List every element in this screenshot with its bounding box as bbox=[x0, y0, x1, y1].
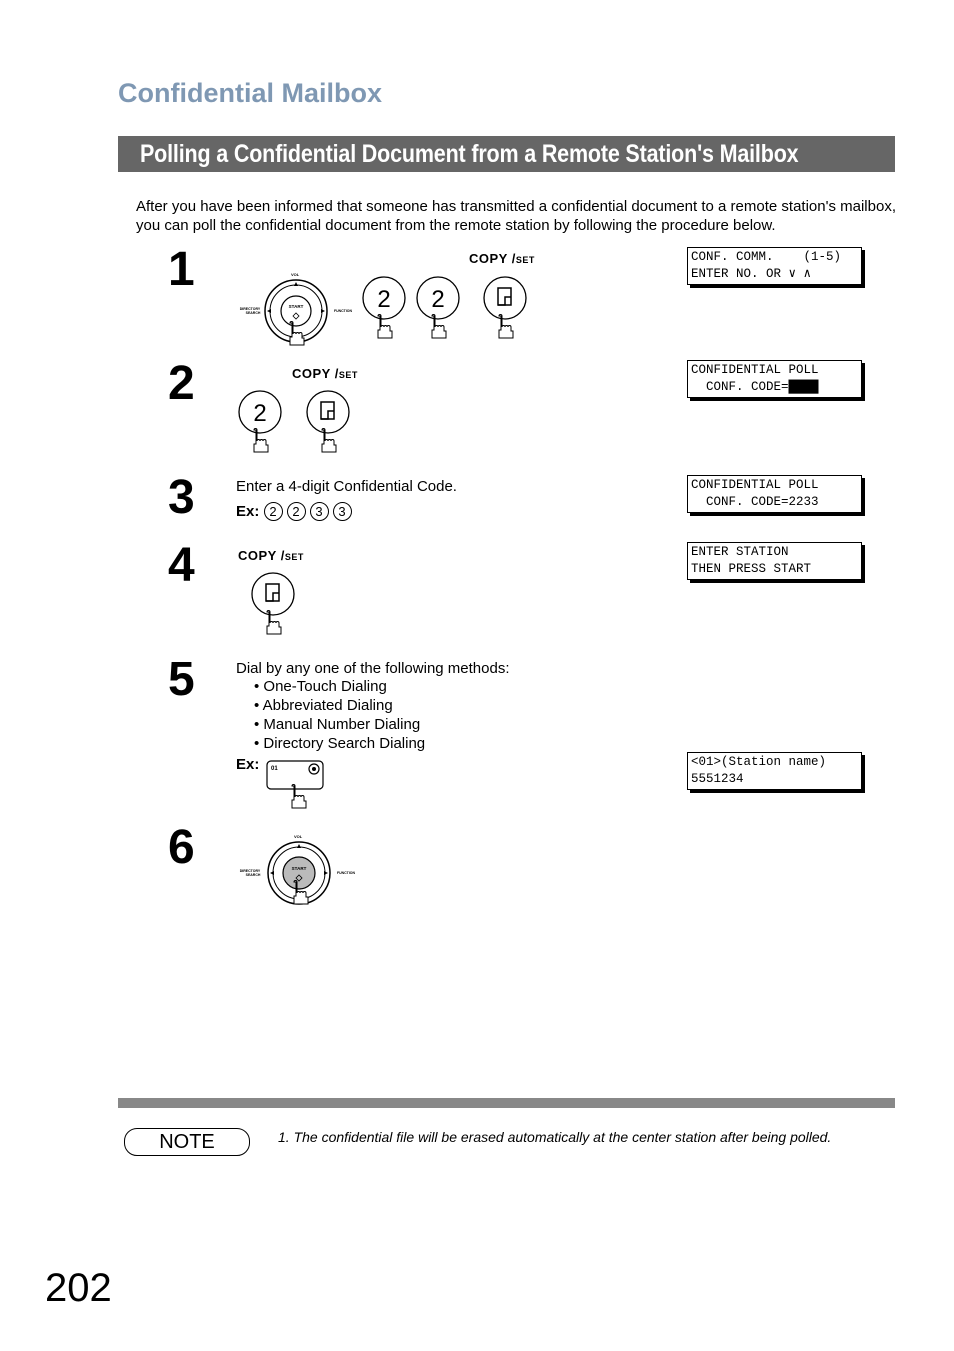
step-number-5: 5 bbox=[168, 653, 195, 706]
svg-text:01: 01 bbox=[271, 766, 278, 772]
key-2: 2 bbox=[253, 400, 267, 427]
step-3-example: Ex: 2 2 3 3 bbox=[236, 502, 356, 521]
step-number-3: 3 bbox=[168, 471, 195, 524]
lcd-line: ENTER STATION bbox=[691, 545, 789, 559]
lcd-line: 5551234 bbox=[691, 772, 744, 786]
key-2: 2 bbox=[264, 502, 283, 521]
lcd-display-step-4 bbox=[687, 542, 862, 580]
copy-set-label: COPY /SET bbox=[469, 251, 535, 266]
svg-text:FUNCTION: FUNCTION bbox=[333, 309, 353, 313]
step-5-ex-label: Ex: bbox=[236, 756, 260, 773]
key-2: 2 bbox=[377, 286, 391, 313]
svg-text:FUNCTION: FUNCTION bbox=[336, 871, 356, 875]
intro-paragraph: After you have been informed that someone has transmitted a confidential document to a remote station's mailbox, you can poll the confidential document from the remote station by following the procedure below. bbox=[136, 198, 896, 234]
lcd-line: CONF. CODE=████ bbox=[691, 380, 819, 394]
step-number-4: 4 bbox=[168, 539, 195, 592]
svg-text:DIRECTORY: DIRECTORY bbox=[239, 869, 261, 873]
lcd-line: <01>(Station name) bbox=[691, 755, 827, 769]
dialing-methods-list bbox=[254, 677, 425, 753]
list-item: • Directory Search Dialing bbox=[254, 735, 426, 752]
step-number-1: 1 bbox=[168, 243, 195, 296]
key-3: 3 bbox=[333, 502, 352, 521]
lcd-line: CONF. CODE=2233 bbox=[691, 495, 819, 509]
keypad-keys-step-2 bbox=[238, 390, 358, 460]
svg-text:START: START bbox=[288, 304, 304, 309]
svg-text:SEARCH: SEARCH bbox=[245, 311, 261, 315]
step-3-instruction: Enter a 4-digit Confidential Code. bbox=[236, 478, 457, 495]
copy-set-label: COPY /SET bbox=[238, 548, 304, 563]
svg-text:VOL: VOL bbox=[291, 272, 300, 277]
lcd-line: ENTER NO. OR ∨ ∧ bbox=[691, 267, 812, 281]
lcd-line: CONFIDENTIAL POLL bbox=[691, 363, 819, 377]
lcd-line: CONF. COMM. (1-5) bbox=[691, 250, 842, 264]
list-item: • Manual Number Dialing bbox=[254, 716, 421, 733]
lcd-line: THEN PRESS START bbox=[691, 562, 812, 576]
key-3: 3 bbox=[310, 502, 329, 521]
lcd-display-step-5 bbox=[687, 752, 862, 790]
step-number-2: 2 bbox=[168, 357, 195, 410]
step-5-instruction: Dial by any one of the following methods: bbox=[236, 660, 510, 677]
control-panel-dial bbox=[236, 268, 356, 343]
copy-set-label: COPY /SET bbox=[292, 366, 358, 381]
section-divider bbox=[118, 1098, 895, 1108]
lcd-display-step-1 bbox=[687, 247, 862, 285]
list-item: • One-Touch Dialing bbox=[254, 678, 387, 695]
list-item: • Abbreviated Dialing bbox=[254, 697, 393, 714]
key-2: 2 bbox=[287, 502, 306, 521]
page-title-banner bbox=[118, 136, 895, 172]
lcd-display-step-2 bbox=[687, 360, 862, 398]
page-title: Polling a Confidential Document from a Remote Station's Mailbox bbox=[140, 140, 799, 168]
note-label: NOTE bbox=[124, 1128, 250, 1156]
one-touch-key bbox=[266, 760, 326, 815]
note-text: 1. The confidential file will be erased automatically at the center station after being polled. bbox=[278, 1129, 832, 1145]
svg-text:DIRECTORY: DIRECTORY bbox=[239, 307, 261, 311]
svg-text:VOL: VOL bbox=[294, 834, 303, 839]
page-number: 202 bbox=[45, 1266, 112, 1310]
keypad-keys-step-1 bbox=[362, 276, 542, 346]
key-2: 2 bbox=[431, 286, 445, 313]
copy-set-key bbox=[251, 572, 301, 642]
step-number-6: 6 bbox=[168, 821, 195, 874]
lcd-line: CONFIDENTIAL POLL bbox=[691, 478, 819, 492]
svg-text:SEARCH: SEARCH bbox=[245, 873, 261, 877]
start-key-panel bbox=[236, 830, 361, 915]
svg-text:START: START bbox=[291, 866, 307, 871]
lcd-display-step-3 bbox=[687, 475, 862, 513]
section-title: Confidential Mailbox bbox=[118, 78, 383, 108]
